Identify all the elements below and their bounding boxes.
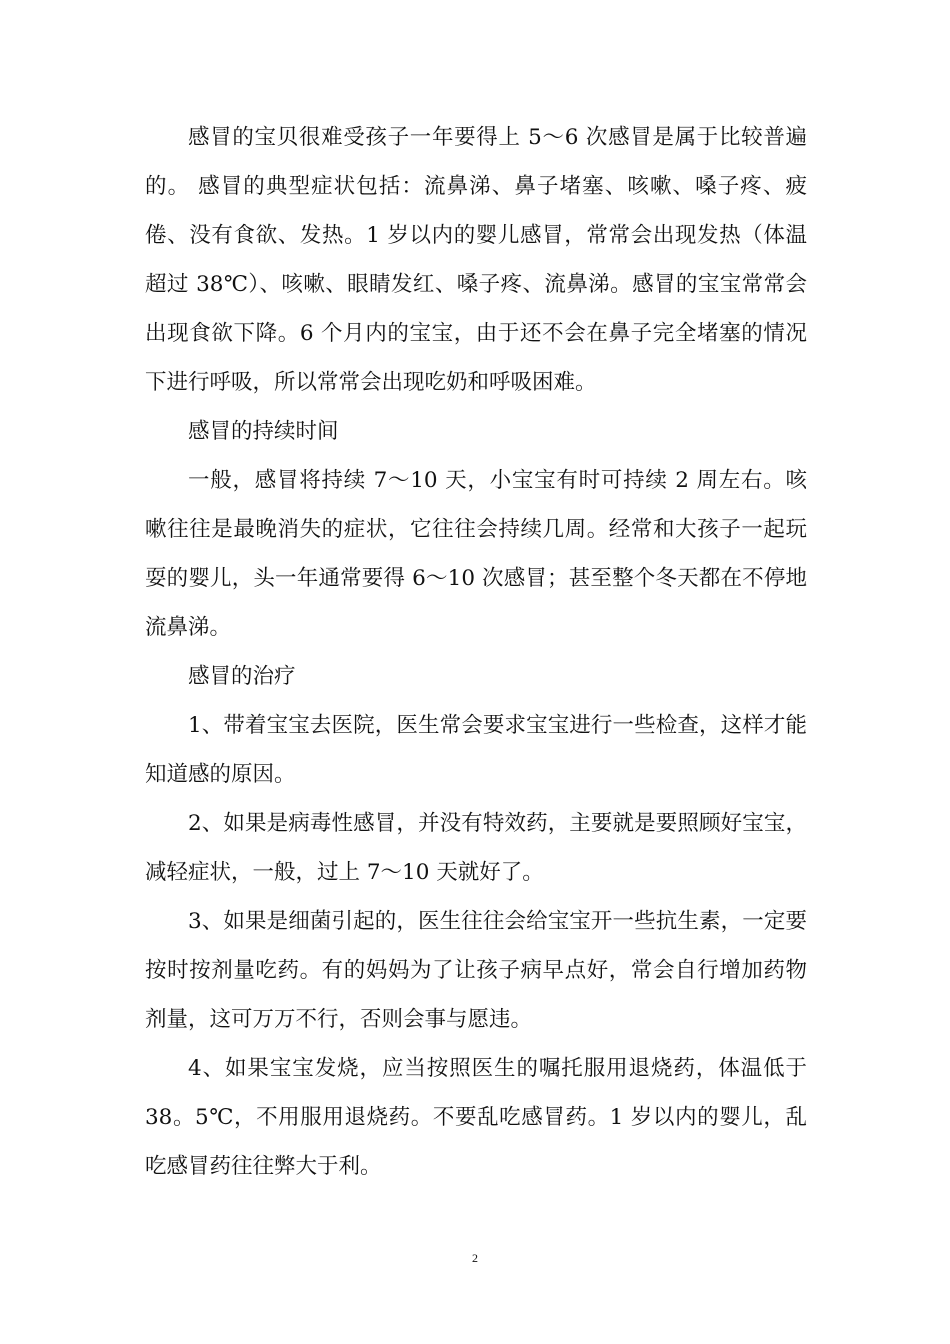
page-number: 2: [472, 1251, 478, 1265]
paragraph-symptoms: 感冒的宝贝很难受孩子一年要得上 5～6 次感冒是属于比较普遍的。 感冒的典型症状包括：流鼻涕、鼻子堵塞、咳嗽、嗓子疼、疲倦、没有食欲、发热。1 岁以内的婴儿感冒，常常会出现发热（体温超过 38℃）、咳嗽、眼睛发红、嗓子疼、流鼻涕。感冒的宝宝常常会出现食欲下降。6 个月内的宝宝，由于还不会在鼻子完全堵塞的情况下进行呼吸，所以常常会出现吃奶和呼吸困难。: [145, 125, 807, 395]
treatment-item-4: 4、如果宝宝发烧，应当按照医生的嘱托服用退烧药，体温低于38。5℃，不用服用退烧药。不要乱吃感冒药。1 岁以内的婴儿，乱吃感冒药往往弊大于利。: [145, 1056, 807, 1179]
heading-treatment: 感冒的治疗: [188, 664, 296, 689]
paragraph-duration: 一般，感冒将持续 7～10 天，小宝宝有时可持续 2 周左右。咳嗽往往是最晚消失的症状，它往往会持续几周。经常和大孩子一起玩耍的婴儿，头一年通常要得 6～10 次感冒；甚至整个冬天都在不停地流鼻涕。: [145, 468, 807, 640]
heading-duration: 感冒的持续时间: [188, 419, 339, 444]
treatment-item-2: 2、如果是病毒性感冒，并没有特效药，主要就是要照顾好宝宝，减轻症状，一般，过上 7～10 天就好了。: [145, 811, 807, 885]
treatment-item-3: 3、如果是细菌引起的，医生往往会给宝宝开一些抗生素，一定要按时按剂量吃药。有的妈妈为了让孩子病早点好，常会自行增加药物剂量，这可万万不行，否则会事与愿违。: [145, 909, 807, 1032]
document-body: [145, 113, 807, 1191]
treatment-item-1: 1、带着宝宝去医院，医生常会要求宝宝进行一些检查，这样才能知道感的原因。: [145, 713, 807, 787]
